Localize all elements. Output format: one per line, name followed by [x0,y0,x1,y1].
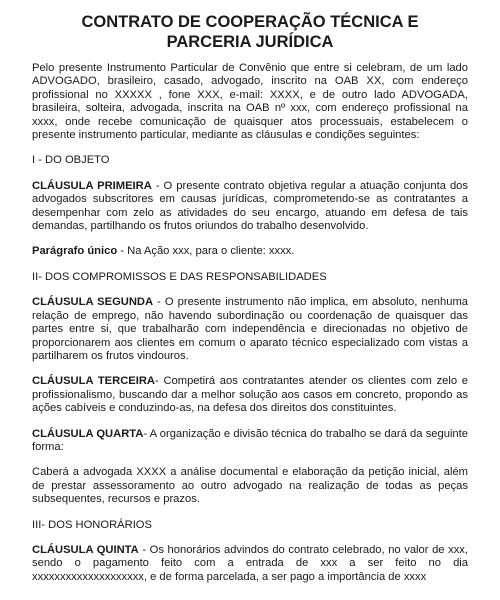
clause-segunda [32,296,468,363]
paragraph-text: - Na Ação xxx, para o cliente: xxxx. [117,245,295,258]
clause-primeira [32,180,468,234]
clause-text: - Os honorários advindos do contrato celebrado, no valor de xxx, sendo o pagamento feito com a entrada de xxx a ser feito no dia xxxxxxxxxxxxxxxxxxxx, e de forma parcelada, a ser pago a importância de xxxx [32,543,468,583]
clause-text: - A organização e divisão técnica do trabalho se dará da seguinte forma: [32,427,468,453]
section-heading-honorarios: III- DOS HONORÁRIOS [32,518,152,531]
clause-text: - Competirá aos contratantes atender os clientes com zelo e profissionalismo, buscando dar a melhor solução aos casos em concreto, propondo as ações cabíveis e conduzindo-as, na defesa dos direitos dos constituintes. [32,375,468,415]
clause-text: - O presente contrato objetiva regular a atuação conjunta dos advogados subscritores em causas jurídicas, comprometendo-se as contratantes a desempenhar com zelo as atividades do seu encargo, atuando em defesa de tais demandas, partilhando os frutos oriundos do trabalho desenvolvido. [32,179,468,233]
clause-quarta-detail: Caberá a advogada XXXX a análise documental e elaboração da petição inicial, além de prestar assessoramento ao outro advogado na realização de todas as peças subsequentes, recursos e prazos. [32,466,468,506]
clause-label: CLÁUSULA SEGUNDA [32,296,154,309]
clause-quarta [32,428,468,455]
clause-text: - O presente instrumento não implica, em absoluto, nenhuma relação de emprego, não havendo subordinação ou coordenação de quaisquer das partes entre si, que trabalharão com independência e direcionadas no objetivo de proporcionarem aos clientes em comum o aparato técnico especializado com vistas a partilharem os frutos vindouros. [32,296,468,362]
clause-label: CLÁUSULA QUARTA [32,427,144,440]
section-heading-compromissos: II- DOS COMPROMISSOS E DAS RESPONSABILIDADES [32,270,327,283]
clause-label: CLÁUSULA QUINTA [32,543,139,556]
intro-paragraph: Pelo presente Instrumento Particular de Convênio que entre si celebram, de um lado ADVOGADO, brasileiro, casado, advogado, inscrito na OAB XX, com endereço profissional no XXXXX , fone XXX, e-mail: XXXX, e de outro lado ADVOGADA, brasileira, solteira, advogada, inscrita na OAB nº xxx, com endereço profissional na xxxx, onde recebe comunicação de quaisquer atos processuais, estabelecem o presente instrumento particular, mediante as cláusulas e condições seguintes: [32,62,468,142]
clause-quinta [32,544,468,584]
paragraph-label: Parágrafo único [32,245,118,258]
document-title: CONTRATO DE COOPERAÇÃO TÉCNICA E PARCERIA JURÍDICA [81,13,419,51]
clause-terceira [32,375,468,415]
paragrafo-unico [32,245,468,258]
clause-label: CLÁUSULA PRIMEIRA [32,179,152,192]
clause-label: CLÁUSULA TERCEIRA [32,375,156,388]
section-heading-objeto: I - DO OBJETO [32,154,110,167]
